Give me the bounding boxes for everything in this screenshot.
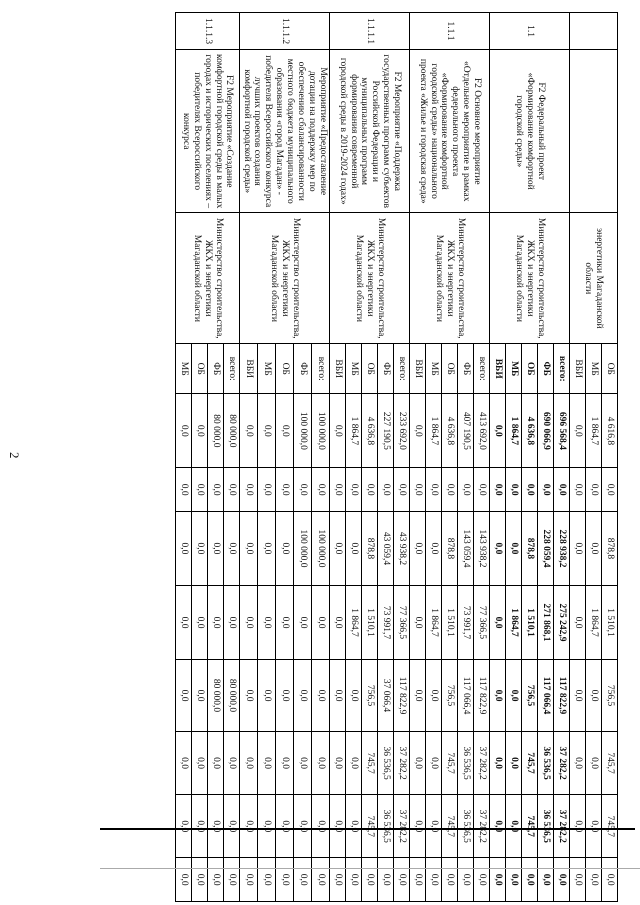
value-cell: 0,0 [554, 858, 570, 902]
value-cell: 0,0 [175, 660, 191, 732]
value-cell: 37 282,2 [394, 731, 410, 794]
value-cell: 0,0 [362, 468, 378, 512]
table-row [311, 13, 329, 902]
value-cell: 0,0 [570, 858, 586, 902]
value-cell: 0,0 [175, 511, 191, 585]
value-cell: 80 000,0 [207, 394, 223, 468]
value-cell: 0,0 [426, 795, 442, 858]
value-cell: 36 536,5 [378, 795, 394, 858]
source-cell: ФБ [293, 344, 311, 394]
value-cell: 878,8 [362, 511, 378, 585]
value-cell: 0,0 [410, 468, 426, 512]
value-cell: 228 938,2 [554, 511, 570, 585]
value-cell: 228 059,4 [538, 511, 554, 585]
value-cell: 100 000,0 [311, 394, 329, 468]
source-cell: всего: [474, 344, 490, 394]
value-cell: 0,0 [293, 858, 311, 902]
value-cell: 4 616,8 [602, 394, 618, 468]
value-cell: 0,0 [330, 795, 346, 858]
value-cell: 696 568,4 [554, 394, 570, 468]
value-cell: 0,0 [275, 468, 293, 512]
value-cell: 0,0 [239, 731, 257, 794]
value-cell: 0,0 [586, 468, 602, 512]
source-cell: ФБ [207, 344, 223, 394]
value-cell: 0,0 [311, 586, 329, 660]
value-cell: 0,0 [490, 858, 506, 902]
value-cell: 878,8 [522, 511, 538, 585]
value-cell: 745,7 [362, 795, 378, 858]
value-cell: 0,0 [223, 731, 239, 794]
value-cell: 0,0 [474, 468, 490, 512]
value-cell: 0,0 [570, 468, 586, 512]
value-cell: 0,0 [191, 858, 207, 902]
value-cell: 756,5 [442, 660, 458, 732]
value-cell: 0,0 [346, 731, 362, 794]
source-cell: ФБ [538, 344, 554, 394]
value-cell: 100 000,0 [293, 394, 311, 468]
value-cell: 0,0 [239, 795, 257, 858]
value-cell: 756,5 [522, 660, 538, 732]
value-cell: 4 636,8 [522, 394, 538, 468]
value-cell: 1 510,1 [522, 586, 538, 660]
source-cell: всего: [223, 344, 239, 394]
value-cell: 0,0 [490, 468, 506, 512]
source-cell: ВБИ [490, 344, 506, 394]
value-cell: 0,0 [207, 511, 223, 585]
value-cell: 4 636,8 [362, 394, 378, 468]
value-cell: 0,0 [275, 586, 293, 660]
value-cell: 0,0 [410, 660, 426, 732]
value-cell: 36 536,5 [378, 731, 394, 794]
num-cell: 1.1.1 [410, 13, 490, 50]
value-cell: 80 000,0 [223, 394, 239, 468]
value-cell: 77 366,5 [474, 586, 490, 660]
value-cell: 0,0 [522, 858, 538, 902]
value-cell: 0,0 [346, 858, 362, 902]
value-cell: 143 059,4 [458, 511, 474, 585]
source-cell: ОБ [275, 344, 293, 394]
value-cell: 0,0 [490, 586, 506, 660]
value-cell: 0,0 [223, 511, 239, 585]
value-cell: 0,0 [458, 468, 474, 512]
value-cell: 117 066,4 [458, 660, 474, 732]
value-cell: 1 864,7 [346, 586, 362, 660]
value-cell: 0,0 [506, 511, 522, 585]
name-cell: F2 Основное мероприятие «Отдельное мероприятие в рамках федерального проекта «Формирование комфортной городской среды» национального проекта «Жилье и городская среда» [410, 50, 490, 213]
value-cell: 0,0 [570, 586, 586, 660]
value-cell: 0,0 [490, 660, 506, 732]
source-cell: всего: [311, 344, 329, 394]
value-cell: 0,0 [311, 795, 329, 858]
value-cell: 0,0 [378, 858, 394, 902]
source-cell: МБ [257, 344, 275, 394]
value-cell: 0,0 [330, 586, 346, 660]
value-cell: 0,0 [586, 858, 602, 902]
value-cell: 0,0 [346, 468, 362, 512]
value-cell: 0,0 [378, 468, 394, 512]
value-cell: 0,0 [175, 394, 191, 468]
value-cell: 407 190,5 [458, 394, 474, 468]
value-cell: 0,0 [257, 858, 275, 902]
value-cell: 0,0 [362, 858, 378, 902]
budget-table-rotated [68, 12, 618, 902]
budget-table [175, 12, 618, 902]
value-cell: 0,0 [311, 731, 329, 794]
num-cell: 1.1 [490, 13, 570, 50]
value-cell: 756,5 [362, 660, 378, 732]
value-cell: 4 636,8 [442, 394, 458, 468]
value-cell: 0,0 [191, 731, 207, 794]
value-cell: 756,5 [602, 660, 618, 732]
value-cell: 0,0 [191, 586, 207, 660]
value-cell: 80 000,0 [207, 660, 223, 732]
value-cell: 0,0 [602, 468, 618, 512]
table-row [474, 13, 490, 902]
value-cell: 878,8 [442, 511, 458, 585]
value-cell: 0,0 [207, 468, 223, 512]
value-cell: 0,0 [275, 795, 293, 858]
value-cell: 0,0 [426, 468, 442, 512]
executor-cell: Министерство строительства, ЖКХ и энергетики Магаданской области [330, 213, 410, 344]
source-cell: ОБ [191, 344, 207, 394]
value-cell: 1 864,7 [586, 586, 602, 660]
value-cell: 413 692,0 [474, 394, 490, 468]
value-cell: 0,0 [207, 858, 223, 902]
value-cell: 233 692,0 [394, 394, 410, 468]
value-cell: 0,0 [586, 511, 602, 585]
value-cell: 0,0 [223, 858, 239, 902]
value-cell: 745,7 [522, 795, 538, 858]
value-cell: 0,0 [293, 660, 311, 732]
value-cell: 0,0 [426, 858, 442, 902]
value-cell: 0,0 [257, 795, 275, 858]
value-cell: 0,0 [570, 795, 586, 858]
source-cell: ОБ [442, 344, 458, 394]
value-cell: 0,0 [223, 795, 239, 858]
value-cell: 1 510,1 [362, 586, 378, 660]
value-cell: 0,0 [490, 795, 506, 858]
value-cell: 0,0 [257, 511, 275, 585]
value-cell: 0,0 [410, 394, 426, 468]
value-cell: 0,0 [410, 586, 426, 660]
value-cell: 0,0 [490, 731, 506, 794]
value-cell: 1 864,7 [426, 586, 442, 660]
executor-cell: Министерство строительства, ЖКХ и энергетики Магаданской области [175, 213, 239, 344]
table-row [602, 13, 618, 902]
value-cell: 37 066,4 [378, 660, 394, 732]
num-cell: 1.1.1.1 [330, 13, 410, 50]
value-cell: 0,0 [506, 858, 522, 902]
value-cell: 0,0 [346, 511, 362, 585]
value-cell: 0,0 [394, 858, 410, 902]
value-cell: 0,0 [191, 660, 207, 732]
value-cell: 0,0 [586, 660, 602, 732]
value-cell: 0,0 [506, 660, 522, 732]
value-cell: 77 366,5 [394, 586, 410, 660]
source-cell: всего: [394, 344, 410, 394]
value-cell: 0,0 [570, 731, 586, 794]
value-cell: 37 282,2 [554, 795, 570, 858]
value-cell: 745,7 [602, 795, 618, 858]
value-cell: 0,0 [330, 468, 346, 512]
value-cell: 0,0 [275, 731, 293, 794]
value-cell: 0,0 [490, 511, 506, 585]
value-cell: 117 066,4 [538, 660, 554, 732]
value-cell: 1 864,7 [426, 394, 442, 468]
value-cell: 0,0 [330, 731, 346, 794]
value-cell: 0,0 [410, 795, 426, 858]
value-cell: 0,0 [330, 858, 346, 902]
value-cell: 37 282,2 [554, 731, 570, 794]
value-cell: 0,0 [207, 795, 223, 858]
value-cell: 100 000,0 [293, 511, 311, 585]
value-cell: 1 864,7 [586, 394, 602, 468]
value-cell: 745,7 [522, 731, 538, 794]
table-row [394, 13, 410, 902]
value-cell: 0,0 [458, 858, 474, 902]
value-cell: 0,0 [223, 586, 239, 660]
source-cell: МБ [506, 344, 522, 394]
value-cell: 36 536,5 [458, 731, 474, 794]
source-cell: МБ [346, 344, 362, 394]
value-cell: 745,7 [442, 731, 458, 794]
value-cell: 878,8 [602, 511, 618, 585]
value-cell: 36 536,5 [458, 795, 474, 858]
value-cell: 37 282,2 [474, 795, 490, 858]
value-cell: 37 282,2 [474, 731, 490, 794]
value-cell: 0,0 [275, 394, 293, 468]
value-cell: 0,0 [570, 511, 586, 585]
value-cell: 0,0 [191, 468, 207, 512]
value-cell: 0,0 [346, 795, 362, 858]
source-cell: ВБИ [330, 344, 346, 394]
value-cell: 117 822,9 [554, 660, 570, 732]
value-cell: 0,0 [293, 731, 311, 794]
value-cell: 0,0 [257, 731, 275, 794]
value-cell: 271 868,1 [538, 586, 554, 660]
value-cell: 0,0 [410, 511, 426, 585]
value-cell: 1 510,1 [602, 586, 618, 660]
value-cell: 0,0 [570, 394, 586, 468]
value-cell: 275 242,9 [554, 586, 570, 660]
value-cell: 0,0 [330, 511, 346, 585]
value-cell: 0,0 [586, 731, 602, 794]
value-cell: 0,0 [293, 795, 311, 858]
value-cell: 0,0 [506, 468, 522, 512]
value-cell: 0,0 [426, 511, 442, 585]
value-cell: 0,0 [239, 511, 257, 585]
value-cell: 0,0 [442, 858, 458, 902]
value-cell: 0,0 [311, 468, 329, 512]
value-cell: 0,0 [191, 795, 207, 858]
name-cell: Мероприятие «Предоставление дотации на поддержку мер по обеспечению сбалансированности местного бюджета муниципального образования «город Магадан» - победителя Всероссийского конкурса лучших проектов создания комфортной городской среды» [239, 50, 329, 213]
page-number: 2 [7, 452, 22, 459]
value-cell: 0,0 [538, 468, 554, 512]
separator-line [100, 828, 635, 830]
value-cell: 0,0 [570, 660, 586, 732]
source-cell: ОБ [602, 344, 618, 394]
value-cell: 0,0 [175, 731, 191, 794]
value-cell: 1 864,7 [506, 586, 522, 660]
source-cell: ВБИ [410, 344, 426, 394]
value-cell: 0,0 [330, 660, 346, 732]
value-cell: 0,0 [257, 660, 275, 732]
value-cell: 0,0 [191, 394, 207, 468]
value-cell: 0,0 [442, 468, 458, 512]
value-cell: 0,0 [538, 858, 554, 902]
value-cell: 0,0 [175, 858, 191, 902]
value-cell: 0,0 [311, 858, 329, 902]
value-cell: 73 991,7 [378, 586, 394, 660]
source-cell: МБ [175, 344, 191, 394]
table-row [223, 13, 239, 902]
value-cell: 0,0 [239, 858, 257, 902]
name-cell [570, 50, 618, 213]
value-cell: 0,0 [293, 468, 311, 512]
value-cell: 0,0 [293, 586, 311, 660]
value-cell: 0,0 [426, 731, 442, 794]
source-cell: МБ [426, 344, 442, 394]
value-cell: 0,0 [257, 394, 275, 468]
executor-cell: Министерство строительства, ЖКХ и энергетики Магаданской области [239, 213, 329, 344]
name-cell: F2 Федеральный проект «Формирование комфортной городской среды» [490, 50, 570, 213]
value-cell: 0,0 [586, 795, 602, 858]
value-cell: 80 000,0 [223, 660, 239, 732]
value-cell: 0,0 [175, 795, 191, 858]
value-cell: 0,0 [311, 660, 329, 732]
table-row [554, 13, 570, 902]
value-cell: 0,0 [410, 858, 426, 902]
num-cell: 1.1.1.3 [175, 13, 239, 50]
value-cell: 0,0 [239, 586, 257, 660]
value-cell: 0,0 [275, 858, 293, 902]
source-cell: всего: [554, 344, 570, 394]
value-cell: 0,0 [426, 660, 442, 732]
value-cell: 73 991,7 [458, 586, 474, 660]
value-cell: 0,0 [239, 394, 257, 468]
executor-cell: энергетики Магаданской области [570, 213, 618, 344]
value-cell: 0,0 [554, 468, 570, 512]
value-cell: 0,0 [330, 394, 346, 468]
value-cell: 690 066,9 [538, 394, 554, 468]
value-cell: 37 282,2 [394, 795, 410, 858]
value-cell: 36 536,5 [538, 731, 554, 794]
value-cell: 100 000,0 [311, 511, 329, 585]
value-cell: 0,0 [175, 586, 191, 660]
value-cell: 0,0 [257, 468, 275, 512]
value-cell: 143 938,2 [474, 511, 490, 585]
value-cell: 117 822,9 [394, 660, 410, 732]
source-cell: ВБИ [570, 344, 586, 394]
name-cell: F2 Мероприятие «Создание комфортной городской среды в малых городах и исторических поселениях – победителях Всероссийского конкурса [175, 50, 239, 213]
num-cell: 1.1.1.2 [239, 13, 329, 50]
value-cell: 1 864,7 [346, 394, 362, 468]
value-cell: 0,0 [410, 731, 426, 794]
value-cell: 0,0 [207, 731, 223, 794]
source-cell: ФБ [378, 344, 394, 394]
value-cell: 36 536,5 [538, 795, 554, 858]
num-cell [570, 13, 618, 50]
value-cell: 0,0 [474, 858, 490, 902]
value-cell: 0,0 [506, 795, 522, 858]
executor-cell: Министерство строительства, ЖКХ и энергетики Магаданской области [490, 213, 570, 344]
value-cell: 0,0 [506, 731, 522, 794]
executor-cell: Министерство строительства, ЖКХ и энергетики Магаданской области [410, 213, 490, 344]
value-cell: 0,0 [346, 660, 362, 732]
value-cell: 745,7 [362, 731, 378, 794]
value-cell: 0,0 [275, 511, 293, 585]
value-cell: 0,0 [239, 660, 257, 732]
value-cell: 0,0 [175, 468, 191, 512]
source-cell: МБ [586, 344, 602, 394]
value-cell: 0,0 [275, 660, 293, 732]
value-cell: 0,0 [191, 511, 207, 585]
separator-line-thin [100, 868, 640, 869]
value-cell: 1 510,1 [442, 586, 458, 660]
name-cell: F2 Мероприятие «Поддержка государственных программ субъектов Российской Федерации и муниципальных программ формирования современной городской среды в 2019-2024 годах» [330, 50, 410, 213]
value-cell: 0,0 [394, 468, 410, 512]
value-cell: 43 938,2 [394, 511, 410, 585]
value-cell: 117 822,9 [474, 660, 490, 732]
value-cell: 745,7 [442, 795, 458, 858]
value-cell: 0,0 [522, 468, 538, 512]
value-cell: 1 864,7 [506, 394, 522, 468]
source-cell: ФБ [458, 344, 474, 394]
value-cell: 0,0 [207, 586, 223, 660]
value-cell: 0,0 [490, 394, 506, 468]
value-cell: 0,0 [223, 468, 239, 512]
value-cell: 43 059,4 [378, 511, 394, 585]
source-cell: ОБ [362, 344, 378, 394]
value-cell: 0,0 [239, 468, 257, 512]
source-cell: ОБ [522, 344, 538, 394]
source-cell: ВБИ [239, 344, 257, 394]
value-cell: 0,0 [602, 858, 618, 902]
value-cell: 227 190,5 [378, 394, 394, 468]
value-cell: 745,7 [602, 731, 618, 794]
value-cell: 0,0 [257, 586, 275, 660]
